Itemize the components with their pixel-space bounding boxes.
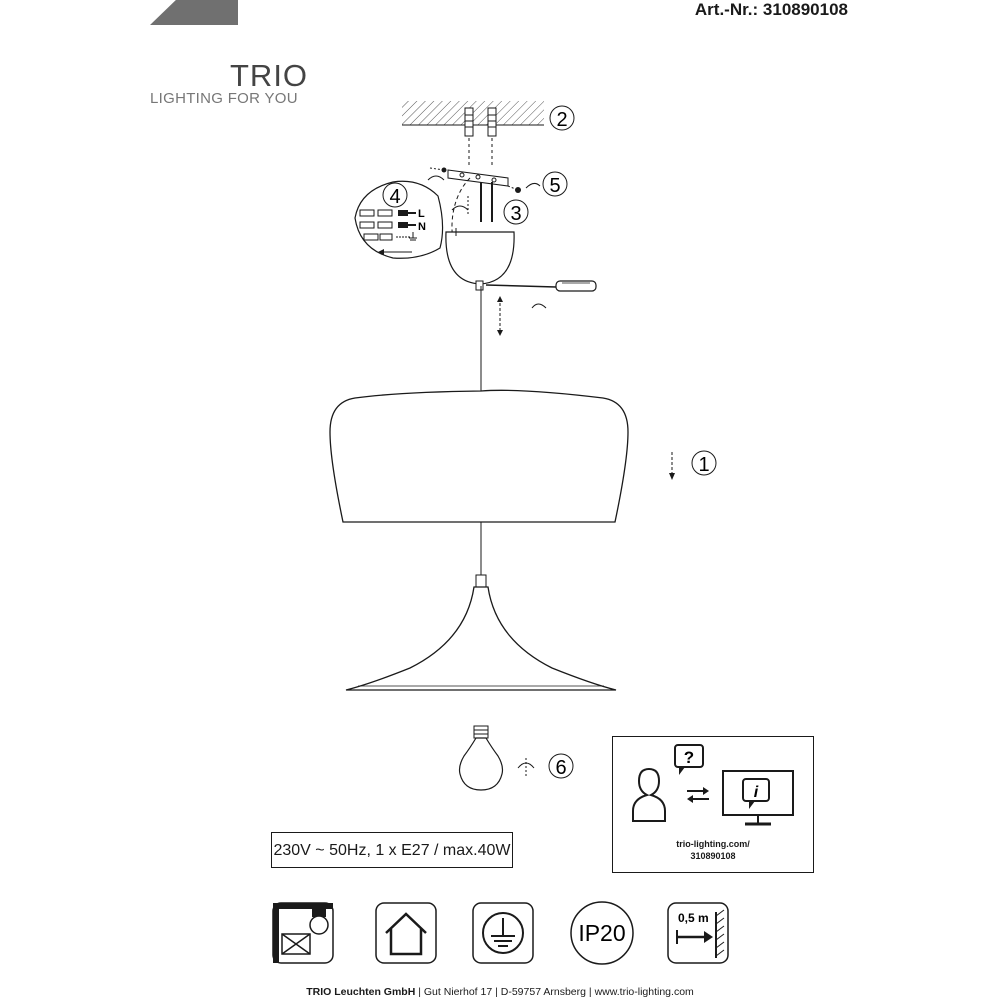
step-marker-2 xyxy=(550,106,574,131)
e27-bulb-icon xyxy=(460,726,503,790)
cable-grip xyxy=(476,281,483,290)
svg-text:5: 5 xyxy=(549,175,561,197)
footer-separator: | xyxy=(495,986,498,998)
inner-reflector xyxy=(346,575,616,690)
svg-text:i: i xyxy=(753,784,759,801)
svg-text:6: 6 xyxy=(555,757,567,779)
safety-symbols xyxy=(0,900,1000,980)
screw-rotate-icon xyxy=(452,206,468,210)
specification-label: 230V ~ 50Hz, 1 x E27 / max.40W xyxy=(271,832,513,868)
ceiling-canopy xyxy=(446,228,514,284)
svg-text:1: 1 xyxy=(698,454,710,476)
step-marker-5 xyxy=(543,172,567,197)
step-marker-1 xyxy=(692,451,716,476)
person-icon xyxy=(633,769,665,821)
brand-name: TRIO xyxy=(230,58,309,93)
outer-lampshade xyxy=(330,390,628,522)
minimum-distance-icon xyxy=(668,903,728,963)
bracket-screw-right-icon xyxy=(508,186,521,193)
ceiling-screws xyxy=(468,182,492,222)
indoor-use-icon xyxy=(376,903,436,963)
footer-address xyxy=(0,986,1000,998)
step-marker-6 xyxy=(549,754,573,779)
wall-plug-left-icon xyxy=(465,108,473,136)
wire-label-live: L xyxy=(418,208,425,220)
wire-label-neutral: N xyxy=(418,221,426,233)
step-marker-4 xyxy=(383,183,407,208)
article-number: Art.-Nr.: 310890108 xyxy=(694,0,848,19)
step-marker-3 xyxy=(504,200,528,225)
online-info-box xyxy=(612,736,814,873)
svg-text:4: 4 xyxy=(389,186,401,208)
exchange-arrows-icon xyxy=(687,787,709,803)
footer-website[interactable]: www.trio-lighting.com xyxy=(594,986,694,998)
online-info-illustration xyxy=(613,737,813,837)
bracket-screw-left-icon xyxy=(430,168,447,173)
ip20-rating-icon xyxy=(571,902,633,964)
wall-plug-right-icon xyxy=(488,108,496,136)
rotate-arrow-right-icon xyxy=(526,183,540,188)
svg-text:2: 2 xyxy=(556,109,568,131)
mounting-bracket xyxy=(448,170,508,186)
brand-tagline: LIGHTING FOR YOU xyxy=(150,90,298,107)
footer-separator: | xyxy=(418,986,421,998)
svg-text:IP20: IP20 xyxy=(578,920,626,946)
info-article-number: 310890108 xyxy=(690,851,736,861)
rotate-arrow-left-icon xyxy=(428,176,444,180)
no-insulation-cover-icon xyxy=(273,903,333,963)
question-bubble-icon xyxy=(675,745,703,775)
protective-earth-icon xyxy=(473,903,533,963)
screwdriver-rotate-icon xyxy=(532,304,546,308)
svg-text:?: ? xyxy=(683,748,695,767)
footer-company: TRIO Leuchten GmbH xyxy=(306,986,416,998)
screwdriver-icon xyxy=(486,281,596,291)
footer-street: Gut Nierhof 17 xyxy=(423,986,493,998)
svg-text:0,5 m: 0,5 m xyxy=(678,911,709,925)
footer-city: D-59757 Arnsberg xyxy=(500,986,586,998)
svg-text:3: 3 xyxy=(510,203,522,225)
info-url[interactable]: trio-lighting.com/ xyxy=(676,839,750,849)
footer-separator: | xyxy=(588,986,592,998)
